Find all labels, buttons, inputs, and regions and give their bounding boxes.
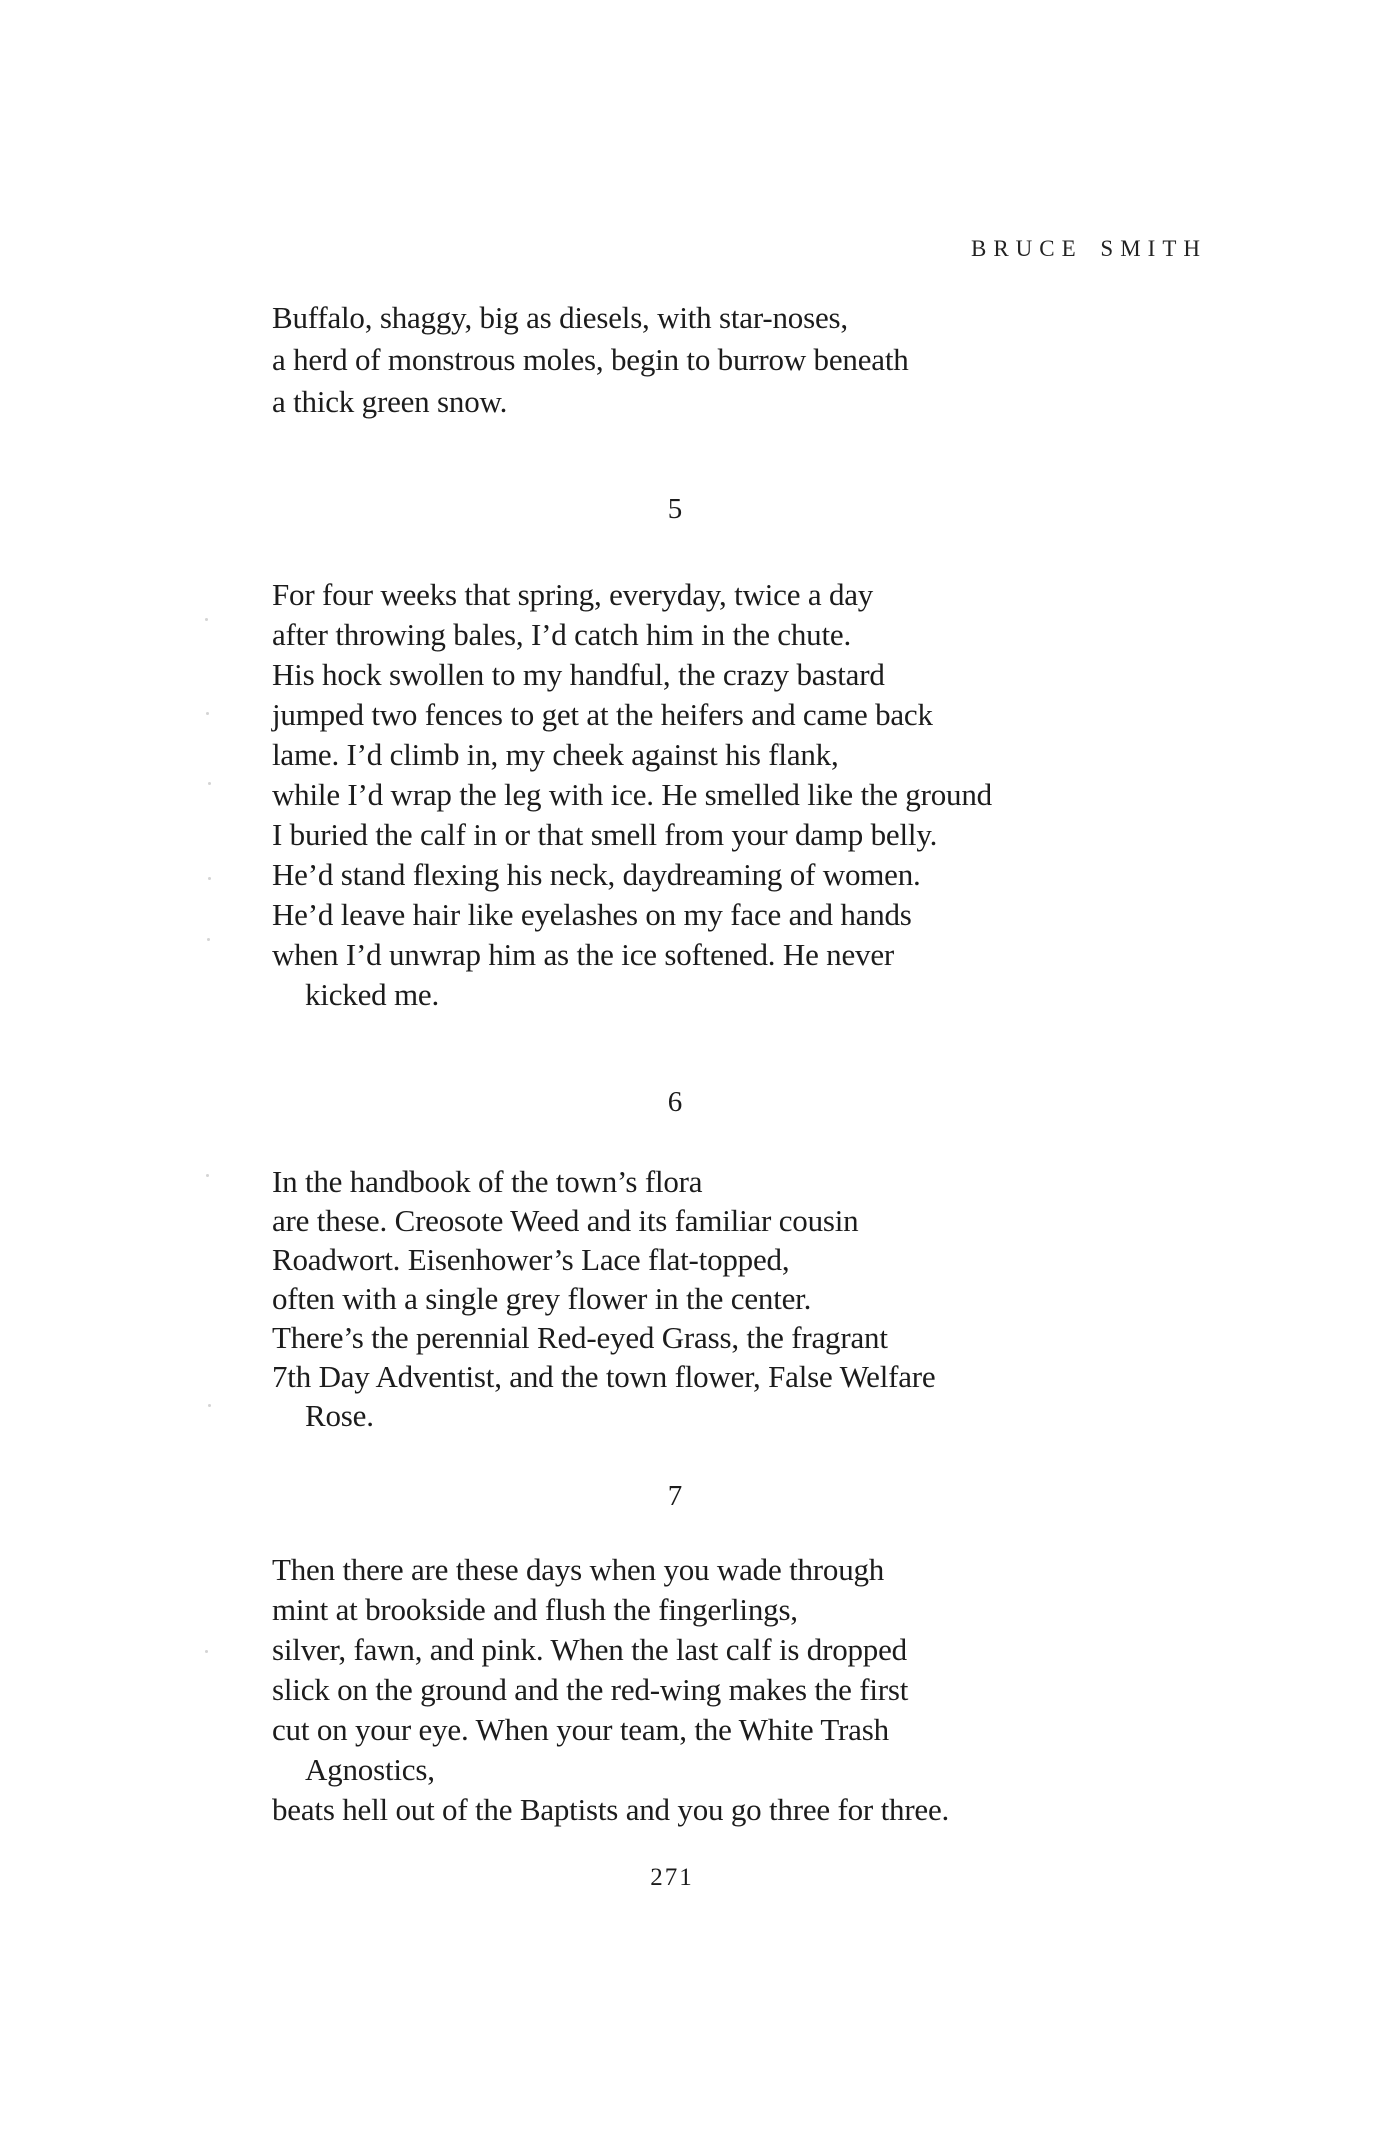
poem-line: Then there are these days when you wade through xyxy=(272,1552,885,1587)
poem-line: mint at brookside and flush the fingerlings, xyxy=(272,1592,798,1627)
poem-line: after throwing bales, I’d catch him in the chute. xyxy=(272,617,851,652)
poem-line: His hock swollen to my handful, the crazy bastard xyxy=(272,657,885,692)
poem-line: kicked me. xyxy=(305,977,440,1012)
poem-line: Buffalo, shaggy, big as diesels, with star-noses, xyxy=(272,300,848,335)
section-number: 5 xyxy=(667,493,683,525)
stanza-section-7 xyxy=(272,1550,949,1830)
poem-line: 7th Day Adventist, and the town flower, False Welfare xyxy=(272,1359,936,1394)
poem-line: He’d stand flexing his neck, daydreaming of women. xyxy=(272,857,921,892)
poem-line: For four weeks that spring, everyday, twice a day xyxy=(272,577,874,612)
poem-line: a herd of monstrous moles, begin to burrow beneath xyxy=(272,342,909,377)
poem-line: beats hell out of the Baptists and you go three for three. xyxy=(272,1792,950,1827)
poem-line: jumped two fences to get at the heifers and came back xyxy=(272,697,933,732)
poem-line: while I’d wrap the leg with ice. He smelled like the ground xyxy=(272,777,992,812)
poem-line: He’d leave hair like eyelashes on my face and hands xyxy=(272,897,912,932)
poem-line: cut on your eye. When your team, the White Trash xyxy=(272,1712,889,1747)
poem-line: are these. Creosote Weed and its familiar cousin xyxy=(272,1203,859,1238)
scan-speck xyxy=(205,1650,208,1653)
stanza-continued xyxy=(272,297,909,423)
poem-line: often with a single grey flower in the center. xyxy=(272,1281,812,1316)
section-number: 7 xyxy=(667,1480,683,1512)
poem-line: slick on the ground and the red-wing makes the first xyxy=(272,1672,909,1707)
page-number: 271 xyxy=(650,1864,694,1891)
section-number: 6 xyxy=(667,1086,683,1118)
poem-line: Rose. xyxy=(305,1398,374,1433)
poem-line: lame. I’d climb in, my cheek against his flank, xyxy=(272,737,839,772)
poem-line: In the handbook of the town’s flora xyxy=(272,1164,703,1199)
poem-line: Agnostics, xyxy=(305,1752,435,1787)
scan-speck xyxy=(208,782,211,785)
poem-line: There’s the perennial Red-eyed Grass, the fragrant xyxy=(272,1320,888,1355)
scan-speck xyxy=(206,1174,209,1177)
scan-speck xyxy=(208,1404,211,1407)
poem-line: silver, fawn, and pink. When the last calf is dropped xyxy=(272,1632,907,1667)
scan-speck xyxy=(207,938,210,941)
scan-speck xyxy=(205,618,208,621)
scan-speck xyxy=(206,712,209,715)
stanza-section-5 xyxy=(272,575,992,1015)
stanza-section-6 xyxy=(272,1162,935,1435)
poem-line: a thick green snow. xyxy=(272,384,508,419)
poem-line: when I’d unwrap him as the ice softened. He never xyxy=(272,937,895,972)
poem-line: I buried the calf in or that smell from your damp belly. xyxy=(272,817,938,852)
poem-line: Roadwort. Eisenhower’s Lace flat-topped, xyxy=(272,1242,790,1277)
running-header-author: BRUCE SMITH xyxy=(971,236,1207,261)
scan-speck xyxy=(208,877,211,880)
